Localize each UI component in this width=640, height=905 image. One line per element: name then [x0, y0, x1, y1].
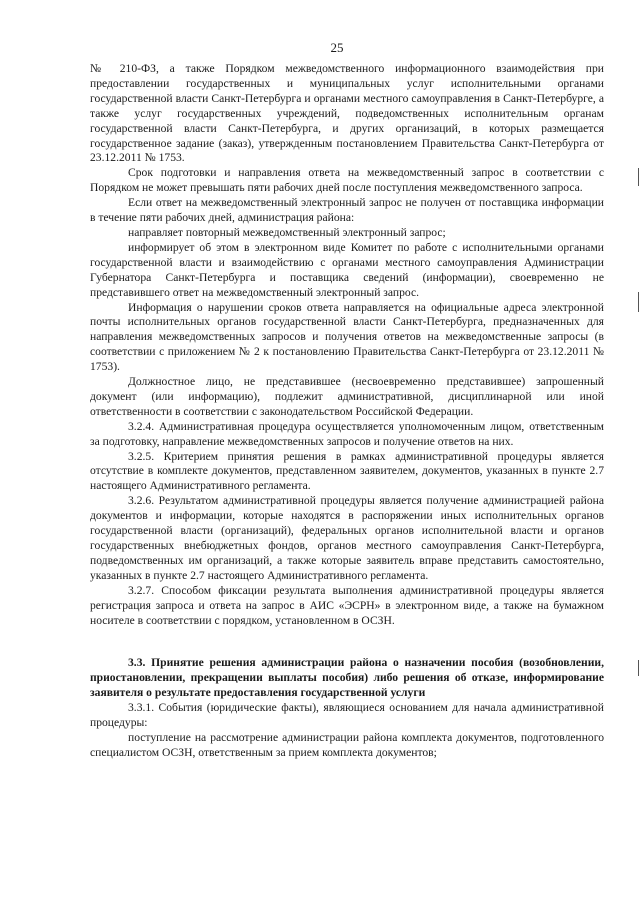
paragraph-3-2-5: 3.2.5. Критерием принятия решения в рамках административной процедуры является отсутствие в комплекте документов, представленном заявителем, документов, указанных в пункте 2.7 настоящего Административного регламента.: [90, 449, 604, 493]
paragraph-violation-info: Информация о нарушении сроков ответа направляется на официальные адреса электронной почты исполнительных органов государственной власти Санкт-Петербурга, предназначенных для направления межведомственных запросов и получения ответов на межведомственные запросы (в соответствии с приложением № 2 к постановлению Правительства Санкт-Петербурга от 23.12.2011 № 1753).: [90, 300, 604, 374]
scan-edge-mark: [638, 168, 639, 186]
scan-edge-mark: [638, 660, 639, 676]
paragraph-intro-continuation: № 210-ФЗ, а также Порядком межведомственного информационного взаимодействия при предоставлении государственных и муниципальных услуг исполнительными органами государственной власти Санкт-Петербурга и органами местного самоуправления в Санкт-Петербурге, а также услуг государственных учреждений, подведомственных исполнительным органам государственной власти Санкт-Петербурга, и других организаций, в которых размещается государственное задание (заказ), утвержденным постановлением Правительства Санкт-Петербурга от 23.12.2011 № 1753.: [90, 62, 604, 165]
section-heading-3-3: 3.3. Принятие решения администрации района о назначении пособия (возобновлении, приостановлении, прекращении выплаты пособия) либо решения об отказе, информирование заявителя о результате предоставления государственной услуги: [90, 656, 604, 700]
page-number: 25: [330, 40, 344, 55]
paragraph-inform-committee: информирует об этом в электронном виде Комитет по работе с исполнительными органами государственной власти и взаимодействию с органами местного самоуправления Администрации Губернатора Санкт-Петербурга и поставщика сведений (информации), своевременно не представившего ответ на межведомственный электронный запрос.: [90, 240, 604, 299]
paragraph-response-deadline: Срок подготовки и направления ответа на межведомственный запрос в соответствии с Порядком не может превышать пяти рабочих дней после поступления межведомственного запроса.: [90, 166, 604, 195]
paragraph-official-liability: Должностное лицо, не представившее (несвоевременно представившее) запрошенный документ (или информацию), подлежит административной, дисциплинарной или иной ответственности в соответствии с законодательством Российской Федерации.: [90, 375, 604, 418]
paragraph-receipt-of-documents: поступление на рассмотрение администрации района комплекта документов, подготовленного специалистом ОСЗН, ответственным за прием комплекта документов;: [90, 730, 604, 759]
paragraph-repeat-request: направляет повторный межведомственный электронный запрос;: [128, 225, 446, 239]
paragraph-3-2-7: 3.2.7. Способом фиксации результата выполнения административной процедуры является регистрация запроса и ответа на запрос в АИС «ЭСРН» в электронном виде, а также на бумажном носителе в соответствии с порядком, установленном в ОСЗН.: [90, 583, 604, 627]
paragraph-no-response: Если ответ на межведомственный электронный запрос не получен от поставщика информации в течение пяти рабочих дней, администрация района:: [90, 196, 604, 225]
scan-edge-mark: [638, 292, 639, 312]
paragraph-3-2-4: 3.2.4. Административная процедура осуществляется уполномоченным лицом, ответственным за подготовку, направление межведомственных запросов и получение ответов на них.: [90, 419, 604, 448]
paragraph-3-2-6: 3.2.6. Результатом административной процедуры является получение администрацией района документов и информации, которые находятся в распоряжении иных исполнительных органов государственной власти (организаций), федеральных органов исполнительной власти и органов государственных внебюджетных фондов, органов местного самоуправления Санкт-Петербурга, подведомственных им организаций, а также которые заявитель вправе представить самостоятельно, указанных в пункте 2.7 настоящего Административного регламента.: [90, 494, 604, 582]
paragraph-3-3-1: 3.3.1. События (юридические факты), являющиеся основанием для начала административной процедуры:: [90, 701, 604, 730]
